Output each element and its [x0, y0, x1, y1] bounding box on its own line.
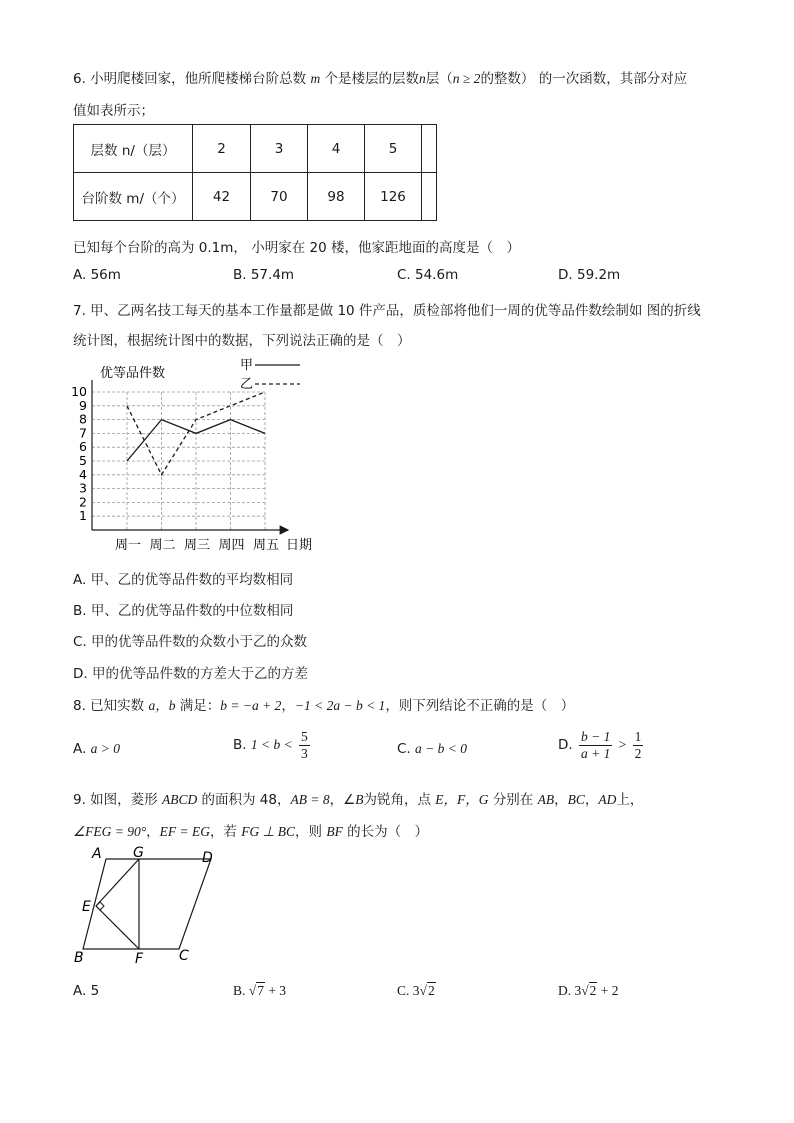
y-tick-label: 7 — [79, 425, 87, 441]
q9-option-b: B. √7 + 3 — [233, 983, 287, 998]
y-tick-label: 10 — [71, 384, 87, 399]
legend — [240, 358, 300, 392]
q8-stem: 8. 已知实数 a，b 满足：b = −a + 2，−1 < 2a − b < 1，则下列结论不正确的是（ ） — [73, 698, 575, 714]
segment-eg — [96, 859, 139, 906]
right-angle-mark — [96, 902, 104, 910]
fraction: $\frac{5}{3}$ — [301, 729, 308, 761]
q9-option-c: C. 3√2 — [397, 983, 435, 998]
x-tick-label: 周四 — [218, 538, 245, 553]
label-g: G — [133, 845, 144, 861]
table-cell: 3 — [251, 125, 308, 173]
x-tick-label: 周三 — [183, 538, 211, 553]
table-cell: 42 — [193, 173, 251, 221]
legend-label: 甲 — [240, 358, 254, 373]
q8-option-a: A. a > 0 — [73, 741, 120, 757]
condition: n ≥ 2 — [452, 71, 481, 86]
table-cell-empty — [422, 173, 437, 221]
q8-option-b: B. 1 < b < $\frac{5}{3}$ — [233, 729, 308, 761]
table-cell: 4 — [308, 125, 365, 173]
var-m: m — [310, 71, 321, 86]
q7-option-d: D. 甲的优等品件数的方差大于乙的方差 — [73, 666, 308, 682]
q6-option-c: C. 54.6m — [397, 267, 459, 283]
segment-ef — [96, 906, 139, 949]
table-cell-empty — [422, 125, 437, 173]
y-tick-label: 8 — [79, 411, 87, 427]
q9-option-a: A. 5 — [73, 983, 100, 999]
label-c: C — [179, 948, 189, 964]
sqrt-sign: √ — [581, 983, 589, 998]
q7-option-b: B. 甲、乙的优等品件数的中位数相同 — [73, 603, 294, 619]
table-cell: 98 — [308, 173, 365, 221]
y-tick-label: 6 — [79, 439, 87, 455]
table-cell: 2 — [193, 125, 251, 173]
label-a: A — [92, 846, 102, 862]
q7-option-a: A. 甲、乙的优等品件数的平均数相同 — [73, 572, 294, 588]
fraction: $\frac{b - 1}{a + 1}$ — [580, 729, 611, 761]
label-b: B — [74, 950, 84, 966]
q8-option-c: C. a − b < 0 — [397, 741, 467, 757]
q6-line1: 6. 小明爬楼回家，他所爬楼梯台阶总数 m 个是楼层的层数n层（n ≥ 2的整数） 的一次函数，其部分对应 — [73, 71, 688, 87]
q8-option-d: D. $\frac{b - 1}{a + 1}$ > $\frac{1}{2}$ — [558, 729, 642, 761]
x-tick-label: 周一 — [114, 538, 142, 553]
x-tick-label: 周五 — [252, 538, 280, 553]
table-cell: 126 — [365, 173, 422, 221]
table-row-label: 层数 n/（层） — [74, 125, 193, 173]
y-tick-label: 9 — [79, 397, 87, 413]
var-n: n — [419, 71, 426, 86]
q6-option-b: B. 57.4m — [233, 267, 295, 283]
y-tick-label: 5 — [79, 453, 87, 468]
label-e: E — [82, 899, 91, 915]
label-d: D — [202, 850, 213, 866]
y-tick-label: 4 — [79, 466, 87, 482]
label-f: F — [135, 951, 144, 967]
fraction: $\frac{1}{2}$ — [634, 729, 642, 761]
q6-option-d: D. 59.2m — [558, 267, 621, 283]
q9-option-d: D. 3√2 + 2 — [558, 983, 619, 998]
y-tick-label: 1 — [79, 508, 87, 524]
x-tick-label: 周二 — [149, 538, 176, 553]
q9-line1: 9. 如图，菱形 ABCD 的面积为 48，AB = 8，∠B为锐角，点 E，F，G 分别在 AB，BC，AD上， — [73, 792, 644, 808]
line-chart — [70, 355, 330, 555]
q6-line2: 值如表所示； — [73, 103, 154, 119]
table-cell: 70 — [251, 173, 308, 221]
y-tick-label: 2 — [79, 494, 87, 510]
q7-line2: 统计图，根据统计图中的数据，下列说法正确的是（ ） — [73, 333, 411, 349]
y-axis-label: 优等品件数 — [100, 366, 166, 381]
q7-option-c: C. 甲的优等品件数的众数小于乙的众数 — [73, 634, 308, 650]
rhombus-figure — [70, 845, 230, 970]
legend-label: 乙 — [240, 377, 254, 392]
x-axis-label: 日期 — [286, 538, 313, 553]
sqrt-sign: √ — [419, 983, 427, 998]
q6-option-a: A. 56m — [73, 267, 121, 283]
q6-question: 已知每个台阶的高为 0.1m， 小明家在 20 楼，他家距地面的高度是（ ） — [73, 240, 520, 256]
q7-line1: 7. 甲、乙两名技工每天的基本工作量都是做 10 件产品，质检部将他们一周的优等品件数绘制如 图的折线 — [73, 303, 701, 319]
q9-line2: ∠FEG = 90°，EF = EG，若 FG ⊥ BC，则 BF 的长为（ ） — [73, 824, 429, 840]
y-tick-label: 3 — [79, 480, 87, 496]
table-cell: 5 — [365, 125, 422, 173]
table-row-label: 台阶数 m/（个） — [74, 173, 193, 221]
sqrt-sign: √ — [248, 983, 257, 998]
q6-table — [73, 124, 437, 221]
